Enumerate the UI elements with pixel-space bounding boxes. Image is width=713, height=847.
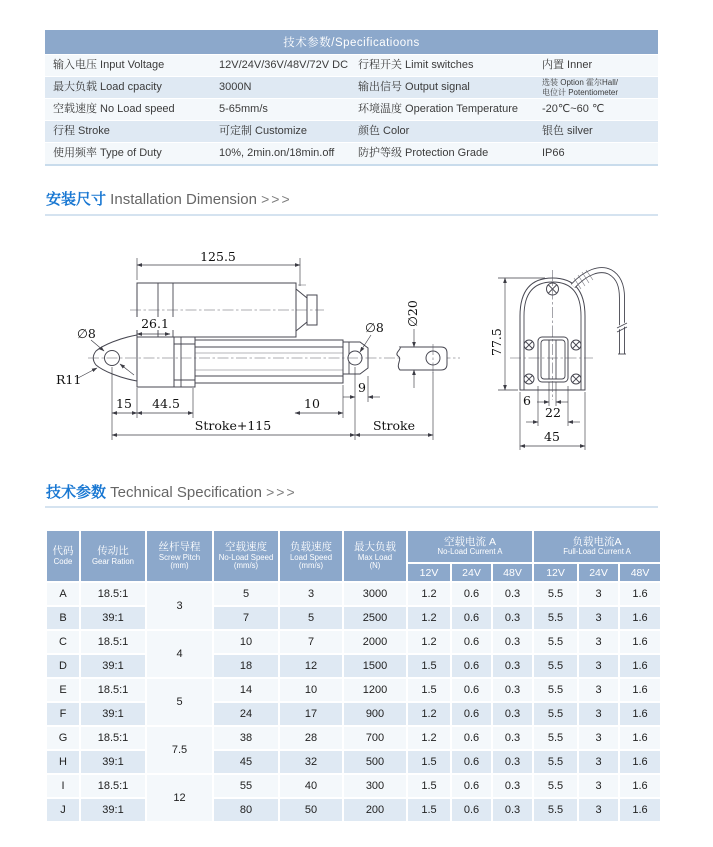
cell-nl12: 1.5 bbox=[407, 678, 451, 702]
cell-max: 1200 bbox=[343, 678, 407, 702]
cell-noload: 10 bbox=[213, 630, 279, 654]
tech-table-body bbox=[46, 582, 661, 822]
cell-gear-ratio: 39:1 bbox=[80, 798, 146, 822]
spec-label: 行程开关 Limit switches bbox=[350, 55, 534, 77]
cell-code: F bbox=[46, 702, 80, 726]
spec-table-title: 技术参数/Specificatioons bbox=[45, 30, 658, 55]
cell-noload: 14 bbox=[213, 678, 279, 702]
col-header-code: 代码 Code bbox=[46, 530, 80, 582]
spec-label: 颜色 Color bbox=[350, 121, 534, 143]
group-header-no-load-current: 空载电流 A No-Load Current A bbox=[407, 530, 533, 563]
cell-load: 28 bbox=[279, 726, 343, 750]
cell-nl48: 0.3 bbox=[492, 702, 533, 726]
cell-fl12: 5.5 bbox=[533, 702, 578, 726]
col-header-no-load-speed: 空载速度 No-Load Speed (mm/s) bbox=[213, 530, 279, 582]
dim-motor-length: 125.5 bbox=[200, 249, 236, 264]
cell-nl12: 1.2 bbox=[407, 726, 451, 750]
outer-tube bbox=[195, 340, 343, 383]
spec-value: 内置 Inner bbox=[534, 55, 658, 77]
section-divider bbox=[45, 506, 658, 508]
cell-fl12: 5.5 bbox=[533, 654, 578, 678]
tech-row-I bbox=[46, 774, 661, 798]
cell-max: 2000 bbox=[343, 630, 407, 654]
dim-9: 9 bbox=[358, 380, 366, 395]
col-header-max-load: 最大负载 Max Load (N) bbox=[343, 530, 407, 582]
cell-gear-ratio: 18.5:1 bbox=[80, 774, 146, 798]
spec-row-stroke bbox=[45, 121, 658, 143]
dim-front-hole-dia: ∅8 bbox=[77, 326, 96, 341]
dim-15: 15 bbox=[116, 396, 132, 411]
option-line-1: 选装 Option 霍尔Hall/ bbox=[542, 78, 619, 88]
tech-header-row-1 bbox=[46, 530, 661, 563]
cell-fl12: 5.5 bbox=[533, 774, 578, 798]
installation-dimension-drawing bbox=[40, 228, 680, 463]
cell-nl48: 0.3 bbox=[492, 606, 533, 630]
dim-front-radius: R11 bbox=[56, 372, 82, 387]
cell-fl48: 1.6 bbox=[619, 582, 661, 606]
cell-fl48: 1.6 bbox=[619, 798, 661, 822]
cell-noload: 45 bbox=[213, 750, 279, 774]
option-line-2: 电位计 Potentiometer bbox=[542, 87, 619, 97]
dim-gearbox-width: 26.1 bbox=[141, 316, 169, 331]
cell-screw-pitch: 4 bbox=[146, 630, 213, 678]
cell-load: 10 bbox=[279, 678, 343, 702]
cell-load: 5 bbox=[279, 606, 343, 630]
spec-value bbox=[534, 77, 658, 99]
cell-fl48: 1.6 bbox=[619, 630, 661, 654]
tech-row-J bbox=[46, 798, 661, 822]
cell-fl12: 5.5 bbox=[533, 678, 578, 702]
cell-fl12: 5.5 bbox=[533, 606, 578, 630]
cell-nl48: 0.3 bbox=[492, 678, 533, 702]
cell-fl48: 1.6 bbox=[619, 654, 661, 678]
spec-value: IP66 bbox=[534, 143, 658, 166]
cell-gear-ratio: 39:1 bbox=[80, 606, 146, 630]
volt-header-24v: 24V bbox=[578, 563, 619, 582]
spec-label: 输出信号 Output signal bbox=[350, 77, 534, 99]
cell-code: E bbox=[46, 678, 80, 702]
heading-cn: 技术参数 bbox=[46, 484, 107, 501]
cell-fl48: 1.6 bbox=[619, 702, 661, 726]
cell-nl48: 0.3 bbox=[492, 630, 533, 654]
cell-fl48: 1.6 bbox=[619, 606, 661, 630]
spec-row-input-voltage bbox=[45, 55, 658, 77]
cell-noload: 55 bbox=[213, 774, 279, 798]
technical-specification-heading bbox=[46, 481, 297, 502]
cell-gear-ratio: 39:1 bbox=[80, 654, 146, 678]
cell-noload: 24 bbox=[213, 702, 279, 726]
cell-nl48: 0.3 bbox=[492, 654, 533, 678]
cell-screw-pitch: 12 bbox=[146, 774, 213, 822]
spec-value: 3000N bbox=[211, 77, 350, 99]
cell-fl24: 3 bbox=[578, 798, 619, 822]
spec-row-duty bbox=[45, 143, 658, 166]
spec-label: 空载速度 No Load speed bbox=[45, 99, 211, 121]
cell-fl24: 3 bbox=[578, 702, 619, 726]
spec-row-no-load-speed bbox=[45, 99, 658, 121]
cell-max: 200 bbox=[343, 798, 407, 822]
cell-code: H bbox=[46, 750, 80, 774]
cell-nl12: 1.2 bbox=[407, 582, 451, 606]
cell-fl24: 3 bbox=[578, 726, 619, 750]
cell-load: 7 bbox=[279, 630, 343, 654]
spec-value: 5-65mm/s bbox=[211, 99, 350, 121]
cell-nl24: 0.6 bbox=[451, 726, 492, 750]
cell-gear-ratio: 18.5:1 bbox=[80, 726, 146, 750]
spec-label: 最大负载 Load cpacity bbox=[45, 77, 211, 99]
cell-max: 2500 bbox=[343, 606, 407, 630]
cell-max: 1500 bbox=[343, 654, 407, 678]
dim-44-5: 44.5 bbox=[152, 396, 180, 411]
cell-nl12: 1.2 bbox=[407, 702, 451, 726]
cell-nl48: 0.3 bbox=[492, 774, 533, 798]
cell-fl24: 3 bbox=[578, 750, 619, 774]
cell-load: 3 bbox=[279, 582, 343, 606]
cell-load: 17 bbox=[279, 702, 343, 726]
cell-code: C bbox=[46, 630, 80, 654]
group-header-full-load-current: 负载电流A Full-Load Current A bbox=[533, 530, 661, 563]
cell-fl12: 5.5 bbox=[533, 798, 578, 822]
tube-collar bbox=[174, 337, 195, 387]
volt-header-24v: 24V bbox=[451, 563, 492, 582]
cell-fl48: 1.6 bbox=[619, 774, 661, 798]
tech-row-E bbox=[46, 678, 661, 702]
cell-code: J bbox=[46, 798, 80, 822]
dim-rear-hole-dia: ∅8 bbox=[365, 320, 384, 335]
cell-nl24: 0.6 bbox=[451, 582, 492, 606]
spec-table-header bbox=[45, 30, 658, 55]
tech-row-G bbox=[46, 726, 661, 750]
cell-noload: 5 bbox=[213, 582, 279, 606]
cell-noload: 80 bbox=[213, 798, 279, 822]
cell-fl24: 3 bbox=[578, 774, 619, 798]
cell-nl24: 0.6 bbox=[451, 678, 492, 702]
cell-fl24: 3 bbox=[578, 654, 619, 678]
cell-nl24: 0.6 bbox=[451, 750, 492, 774]
dim-body-width: 45 bbox=[544, 429, 560, 444]
tech-row-C bbox=[46, 630, 661, 654]
cell-nl24: 0.6 bbox=[451, 774, 492, 798]
volt-header-12v: 12V bbox=[407, 563, 451, 582]
spec-label: 防护等级 Protection Grade bbox=[350, 143, 534, 166]
cell-code: A bbox=[46, 582, 80, 606]
cell-fl24: 3 bbox=[578, 678, 619, 702]
cell-fl48: 1.6 bbox=[619, 726, 661, 750]
cell-fl24: 3 bbox=[578, 606, 619, 630]
cell-fl12: 5.5 bbox=[533, 630, 578, 654]
cell-nl48: 0.3 bbox=[492, 582, 533, 606]
cell-code: D bbox=[46, 654, 80, 678]
cell-max: 300 bbox=[343, 774, 407, 798]
cell-screw-pitch: 3 bbox=[146, 582, 213, 630]
dim-rod-dia: ∅20 bbox=[405, 300, 420, 327]
cell-fl24: 3 bbox=[578, 582, 619, 606]
cell-fl12: 5.5 bbox=[533, 582, 578, 606]
cell-nl12: 1.5 bbox=[407, 654, 451, 678]
cell-code: G bbox=[46, 726, 80, 750]
col-header-load-speed: 负载速度 Load Speed (mm/s) bbox=[279, 530, 343, 582]
cell-nl48: 0.3 bbox=[492, 798, 533, 822]
cell-nl12: 1.5 bbox=[407, 750, 451, 774]
cell-nl12: 1.2 bbox=[407, 606, 451, 630]
cell-nl24: 0.6 bbox=[451, 654, 492, 678]
cell-fl48: 1.6 bbox=[619, 750, 661, 774]
spec-value: 12V/24V/36V/48V/72V DC bbox=[211, 55, 350, 77]
tech-row-B bbox=[46, 606, 661, 630]
spec-label: 使用频率 Type of Duty bbox=[45, 143, 211, 166]
spec-value: 银色 silver bbox=[534, 121, 658, 143]
cell-nl24: 0.6 bbox=[451, 630, 492, 654]
installation-dimension-heading bbox=[46, 188, 292, 209]
cell-gear-ratio: 39:1 bbox=[80, 750, 146, 774]
volt-header-48v: 48V bbox=[619, 563, 661, 582]
cell-fl24: 3 bbox=[578, 630, 619, 654]
cell-noload: 38 bbox=[213, 726, 279, 750]
cell-nl24: 0.6 bbox=[451, 606, 492, 630]
cell-nl48: 0.3 bbox=[492, 750, 533, 774]
cell-load: 12 bbox=[279, 654, 343, 678]
tech-row-D bbox=[46, 654, 661, 678]
cell-screw-pitch: 5 bbox=[146, 678, 213, 726]
technical-specification-table bbox=[45, 529, 662, 823]
spec-value: -20℃~60 ℃ bbox=[534, 99, 658, 121]
chevrons-icon: >>> bbox=[261, 191, 292, 207]
dim-body-height: 77.5 bbox=[489, 328, 504, 356]
heading-cn: 安装尺寸 bbox=[46, 191, 107, 208]
cell-max: 700 bbox=[343, 726, 407, 750]
spec-label: 环境温度 Operation Temperature bbox=[350, 99, 534, 121]
tech-row-F bbox=[46, 702, 661, 726]
cell-load: 50 bbox=[279, 798, 343, 822]
cell-nl48: 0.3 bbox=[492, 726, 533, 750]
dim-10: 10 bbox=[304, 396, 320, 411]
cell-fl12: 5.5 bbox=[533, 726, 578, 750]
cell-gear-ratio: 18.5:1 bbox=[80, 630, 146, 654]
cell-nl12: 1.5 bbox=[407, 798, 451, 822]
tech-row-H bbox=[46, 750, 661, 774]
heading-en: Installation Dimension bbox=[106, 191, 262, 208]
spec-label: 输入电压 Input Voltage bbox=[45, 55, 211, 77]
cell-fl48: 1.6 bbox=[619, 678, 661, 702]
dim-6: 6 bbox=[523, 393, 531, 408]
tech-row-A bbox=[46, 582, 661, 606]
cell-screw-pitch: 7.5 bbox=[146, 726, 213, 774]
volt-header-12v: 12V bbox=[533, 563, 578, 582]
spec-label: 行程 Stroke bbox=[45, 121, 211, 143]
cell-noload: 18 bbox=[213, 654, 279, 678]
cell-gear-ratio: 18.5:1 bbox=[80, 582, 146, 606]
spec-value: 10%, 2min.on/18min.off bbox=[211, 143, 350, 166]
mount-slot bbox=[538, 337, 568, 382]
cell-max: 500 bbox=[343, 750, 407, 774]
cell-fl12: 5.5 bbox=[533, 750, 578, 774]
cell-noload: 7 bbox=[213, 606, 279, 630]
spec-value: 可定制 Customize bbox=[211, 121, 350, 143]
cell-max: 3000 bbox=[343, 582, 407, 606]
cell-code: I bbox=[46, 774, 80, 798]
specifications-table bbox=[45, 30, 658, 166]
cell-max: 900 bbox=[343, 702, 407, 726]
cell-nl24: 0.6 bbox=[451, 702, 492, 726]
col-header-screw-pitch: 丝杆导程 Screw Pitch (mm) bbox=[146, 530, 213, 582]
col-header-gear-ratio: 传动比 Gear Ration bbox=[80, 530, 146, 582]
cell-gear-ratio: 18.5:1 bbox=[80, 678, 146, 702]
dim-stroke: Stroke bbox=[372, 418, 416, 433]
spec-row-load-capacity bbox=[45, 77, 658, 99]
cell-nl12: 1.2 bbox=[407, 630, 451, 654]
cell-nl12: 1.5 bbox=[407, 774, 451, 798]
volt-header-48v: 48V bbox=[492, 563, 533, 582]
cell-nl24: 0.6 bbox=[451, 798, 492, 822]
section-divider bbox=[45, 214, 658, 216]
cell-load: 32 bbox=[279, 750, 343, 774]
heading-en: Technical Specification bbox=[106, 484, 267, 501]
chevrons-icon: >>> bbox=[266, 484, 297, 500]
cell-load: 40 bbox=[279, 774, 343, 798]
dim-slot-width: 22 bbox=[545, 405, 561, 420]
dim-retracted-length: Stroke+115 bbox=[194, 418, 272, 433]
cell-code: B bbox=[46, 606, 80, 630]
cell-gear-ratio: 39:1 bbox=[80, 702, 146, 726]
